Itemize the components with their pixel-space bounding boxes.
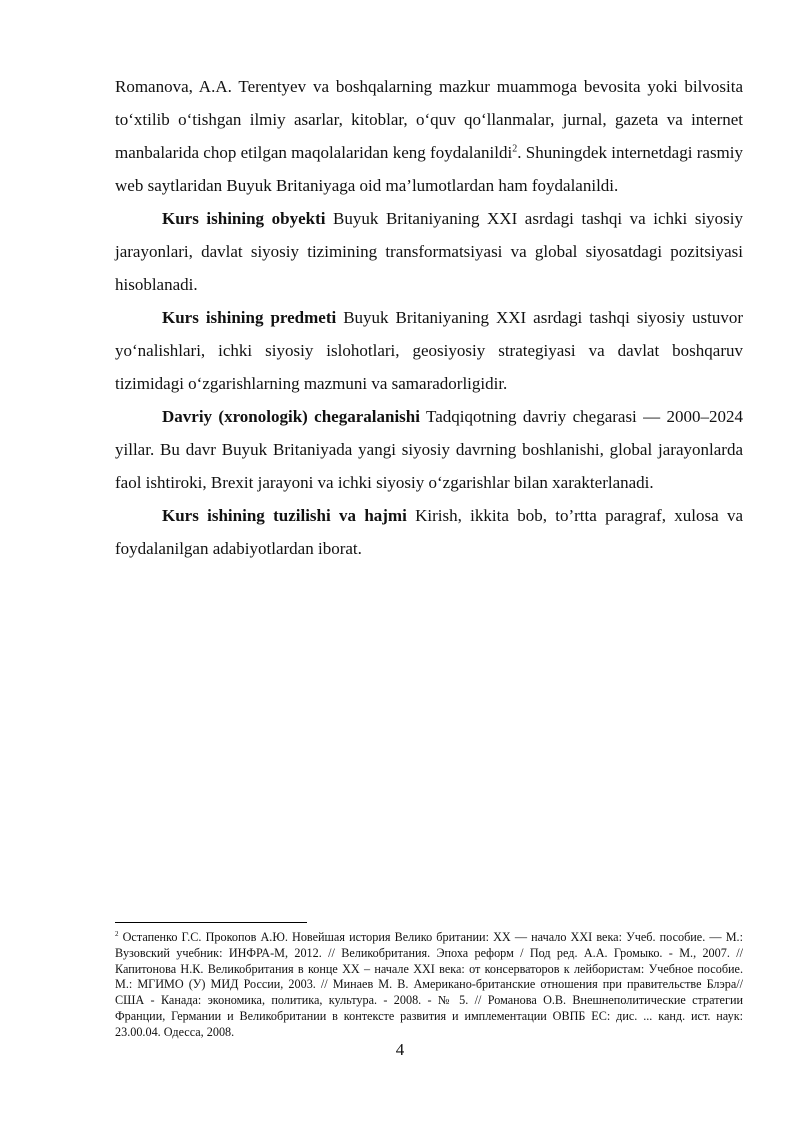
paragraph-structure-text: Kirish, ikkita bob, to’rtta paragraf, xulosa va foydalanilgan adabiyotlardan iborat.	[115, 506, 743, 558]
paragraph-sources	[115, 70, 743, 202]
footnote-separator	[115, 922, 307, 923]
page-body	[115, 70, 743, 565]
paragraph-subject	[115, 301, 743, 400]
paragraph-subject-text: Buyuk Britaniyaning XXI asrdagi tashqi siyosiy ustuvor yo‘nalishlari, ichki siyosiy islohotlari, geosiyosiy strategiyasi va davlat boshqaruv tizimidagi o‘zgarishlarning mazmuni va samaradorligidir.	[115, 308, 743, 393]
footnote-reference[interactable]: 2	[512, 143, 518, 155]
paragraph-sources-tail: . Shuningdek internetdagi rasmiy web saytlaridan Buyuk Britaniyaga oid ma’lumotlardan ham foydalanildi.	[115, 143, 744, 195]
paragraph-object-heading: Kurs ishining obyekti	[162, 209, 326, 228]
footnote	[115, 930, 743, 1041]
paragraph-sources-text: Romanova, A.A. Terentyev va boshqalarning mazkur muammoga bevosita yoki bilvosita to‘xtilib o‘tishgan ilmiy asarlar, kitoblar, o‘quv qo‘llanmalar, jurnal, gazeta va internet manbalarida chop etilgan maqolalaridan keng foydalanildi	[115, 77, 743, 162]
paragraph-object-text: Buyuk Britaniyaning XXI asrdagi tashqi va ichki siyosiy jarayonlari, davlat siyosiy tizimining transformatsiyasi va global siyosatdagi pozitsiyasi hisoblanadi.	[115, 209, 744, 294]
paragraph-object	[115, 202, 743, 301]
paragraph-structure-heading: Kurs ishining tuzilishi va hajmi	[162, 506, 407, 525]
paragraph-chronology	[115, 400, 743, 499]
paragraph-subject-heading: Kurs ishining predmeti	[162, 308, 337, 327]
paragraph-chronology-heading: Davriy (xronologik) chegaralanishi	[162, 407, 420, 426]
page-number: 4	[395, 1040, 405, 1059]
paragraph-chronology-text: Tadqiqotning davriy chegarasi — 2000–2024 yillar. Bu davr Buyuk Britaniyada yangi siyosiy davrning boshlanishi, global jarayonlarda faol ishtiroki, Brexit jarayoni va ichki siyosiy o‘zgarishlar bilan xarakterlanadi.	[115, 407, 744, 492]
footnote-marker: 2	[115, 929, 119, 938]
footnote-text: Остапенко Г.С. Прокопов А.Ю. Новейшая история Велико британии: XX — начало XXI века: Учеб. пособие. — М.: Вузовский учебник: ИНФРА-М, 2012. // Великобритания. Эпоха реформ / Под ред. А.А. Громыко. - М., 2007. // Капитонова Н.К. Великобритания в конце XX – начале XXI века: от консерваторов к лейбористам: Учебное пособие. М.: МГИМО (У) МИД России, 2003. // Минаев М. В. Американо-британские отношения при правительстве Блэра//США - Канада: экономика, политика, культура. - 2008. - № 5. // Романова О.В. Внешнеполитические стратегии Франции, Германии и Великобритании в контексте развития и имплементации ОВПБ ЕС: дис. ... канд. ист. наук: 23.00.04. Одесса, 2008.	[115, 930, 743, 1039]
paragraph-structure	[115, 499, 743, 565]
